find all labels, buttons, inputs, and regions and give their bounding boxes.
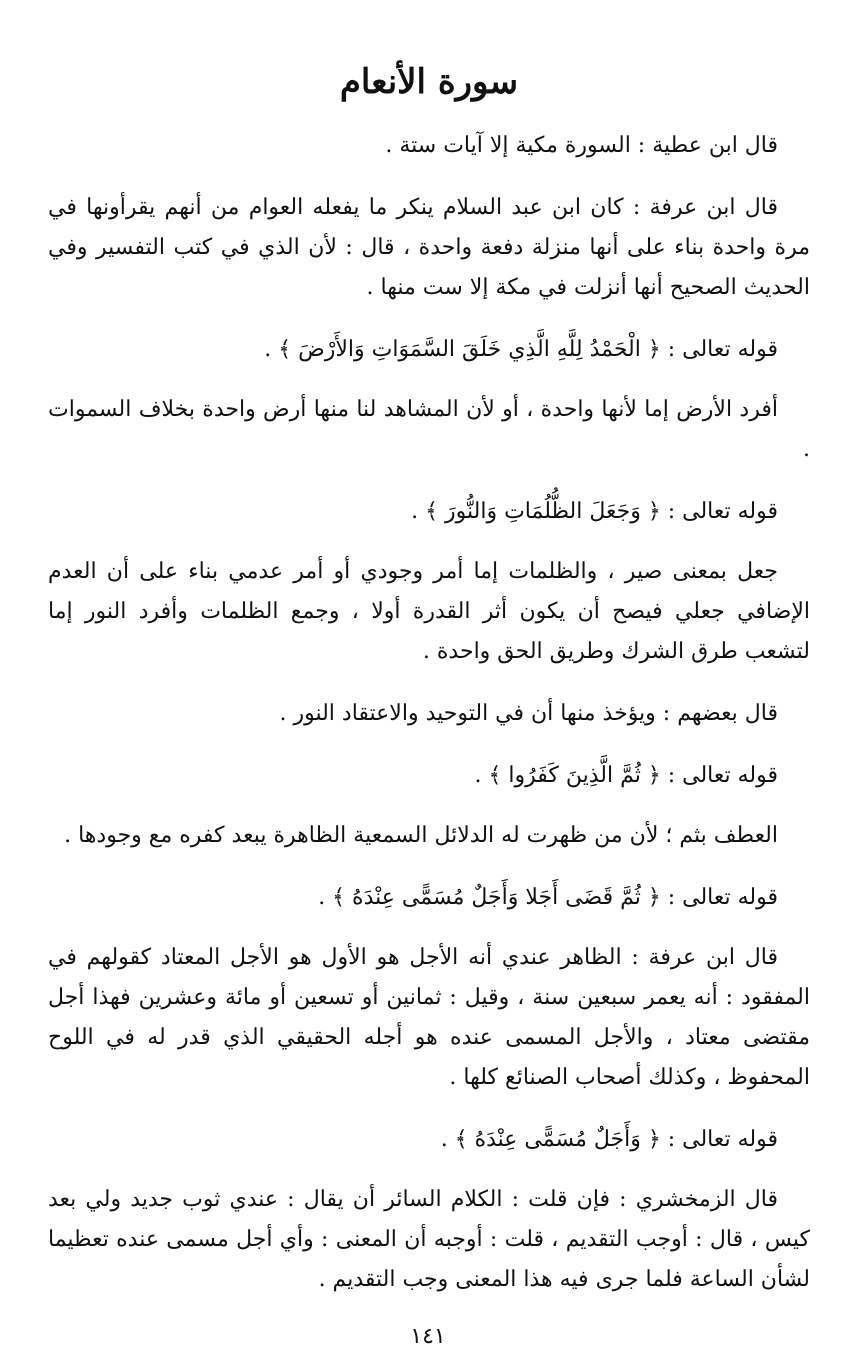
verse-paragraph: قوله تعالى : ﴿ ثُمَّ قَضَى أَجَلا وَأَجَلٌ مُسَمًّى عِنْدَهُ ﴾ . [318,885,778,910]
paragraph: العطف بثم ؛ لأن من ظهرت له الدلائل السمعية الظاهرة يبعد كفره مع وجودها . [64,823,778,848]
paragraph: قال الزمخشري : فإن قلت : الكلام السائر أن يقال : عندي ثوب جديد ولي بعد كيس ، قال : أوجب التقديم ، قلت : أوجبه أن المعنى : وأي أجل مسمى عنده تعظيما لشأن الساعة فلما جرى فيه هذا المعنى وجب التقديم . [48,1187,810,1292]
verse-paragraph: قوله تعالى : ﴿ ثُمَّ الَّذِينَ كَفَرُوا ﴾ . [474,763,778,788]
verse-paragraph: قوله تعالى : ﴿ وَأَجَلٌ مُسَمًّى عِنْدَهُ ﴾ . [440,1127,778,1152]
page-title: سورة الأنعام [339,62,519,102]
page-body [48,60,810,1350]
verse-paragraph: قوله تعالى : ﴿ الْحَمْدُ لِلَّهِ الَّذِي خَلَقَ السَّمَوَاتِ وَالأَرْضَ ﴾ . [264,337,778,362]
paragraph: قال ابن عرفة : الظاهر عندي أنه الأجل هو الأول هو الأجل المعتاد كقولهم في المفقود : أنه يعمر سبعين سنة ، وقيل : ثمانين أو تسعين أو مائة وعشرين فهذا أجل مقتضى معتاد ، والأجل المسمى عنده هو أجله الحقيقي الذي قدر له في اللوح المحفوظ ، وكذلك أصحاب الصنائع كلها . [48,945,810,1090]
paragraph: قال ابن عطية : السورة مكية إلا آيات ستة . [385,133,778,158]
verse-paragraph: قوله تعالى : ﴿ وَجَعَلَ الظُّلُمَاتِ وَالنُّورَ ﴾ . [411,499,778,524]
paragraph: جعل بمعنى صير ، والظلمات إما أمر وجودي أو أمر عدمي بناء على أن العدم الإضافي جعلي فيصح أن يكون أثر القدرة أولا ، وجمع الظلمات وأفرد النور إما لتشعب طرق الشرك وطريق الحق واحدة . [48,559,810,664]
paragraph: أفرد الأرض إما لأنها واحدة ، أو لأن المشاهد لنا منها أرض واحدة بخلاف السموات . [48,397,810,462]
paragraph: قال ابن عرفة : كان ابن عبد السلام ينكر ما يفعله العوام من أنهم يقرأونها في مرة واحدة بناء على أنها منزلة دفعة واحدة ، قال : لأن الذي في كتب التفسير وفي الحديث الصحيح أنها أنزلت في مكة إلا ست منها . [48,195,810,300]
paragraph: قال بعضهم : ويؤخذ منها أن في التوحيد والاعتقاد النور . [279,701,778,726]
page-number: ١٤١ [410,1324,446,1349]
